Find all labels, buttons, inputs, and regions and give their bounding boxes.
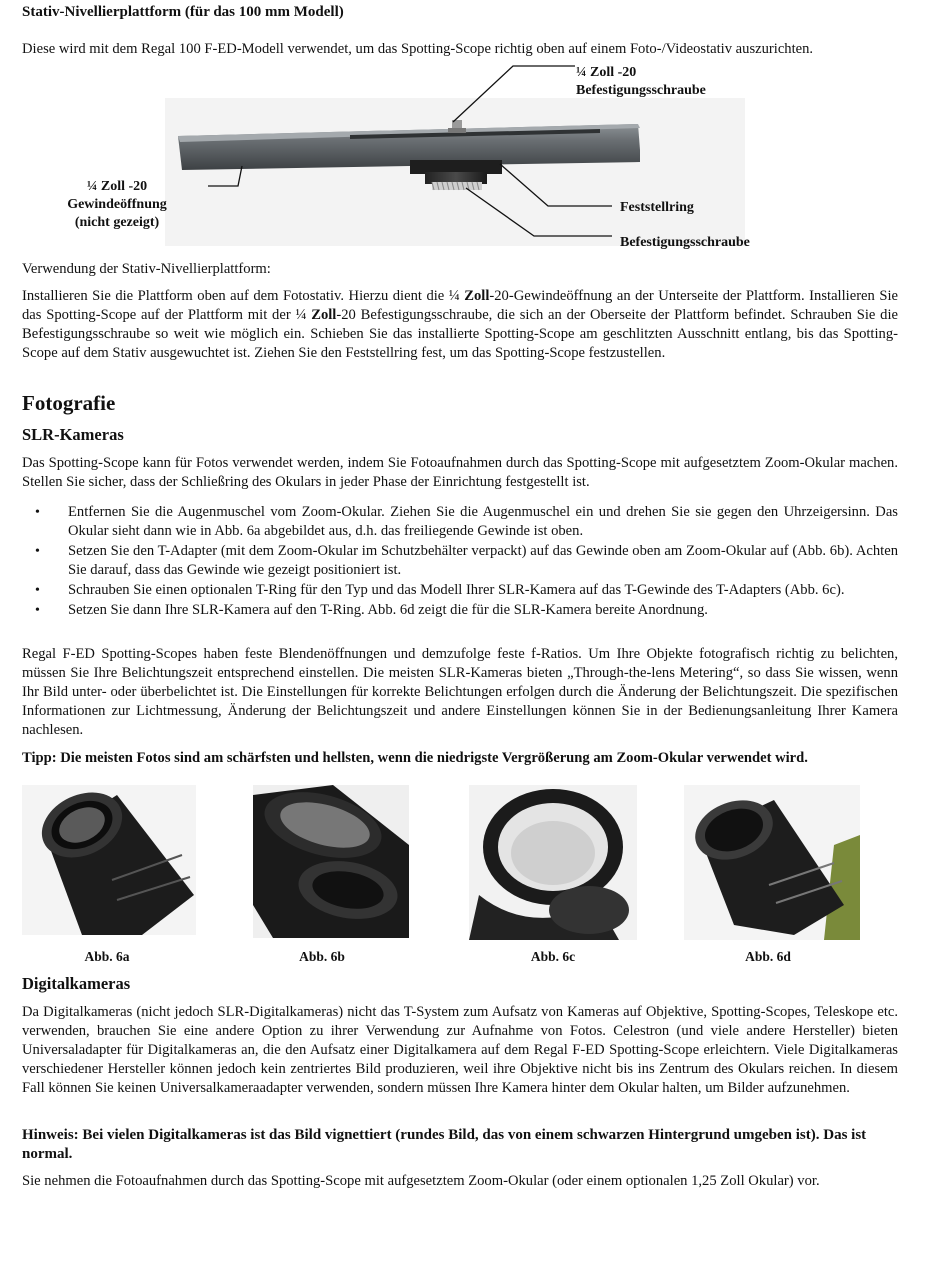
digital-paragraph: Da Digitalkameras (nicht jedoch SLR-Digitalkameras) nicht das T-System zum Aufsatz von Kameras auf Objektive, Spotting-Scopes, Teleskope etc. verwenden, brauchen Sie eine andere Option zu ihrer Verwendung zur Aufnahme von Fotos. Celestron (und viele andere Hersteller) bieten Universaladapter für Digitalkameras an, die den Aufsatz einer Digitalkamera auf dem Regal F-ED Spotting-Scope erleichtern. Viele Digitalkameras verschiedener Hersteller können jedoch kein zentriertes Bild produzieren, weil ihre Objektive nicht bis ins Zentrum des Okulars reichen. In diesem Fall können Sie keinen Universalkameraadapter verwenden, sondern müssen Ihre Kamera hinter dem Okular halten, um Bilder aufzunehmen. (22, 1004, 898, 1096)
heading-fotografie: Fotografie (22, 391, 116, 415)
platform-intro: Diese wird mit dem Regal 100 F-ED-Modell verwendet, um das Spotting-Scope richtig oben auf einem Foto-/Videostativ auszurichten. (22, 41, 814, 57)
caption-6b: Abb. 6b (299, 949, 345, 964)
list-item: • Setzen Sie dann Ihre SLR-Kamera auf den T-Ring. Abb. 6d zeigt die für die SLR-Kamera bereite Anordnung. (35, 602, 708, 618)
list-item: • Entfernen Sie die Augenmuschel vom Zoom-Okular. Ziehen Sie die Augenmuschel ein und drehen Sie sie gegen den Uhrzeigersinn. Das Okular sieht dann wie in Abb. 6a abgebildet aus, d.h. das freiliegende Gewinde ist oben. (35, 504, 898, 539)
caption-6c: Abb. 6c (530, 949, 576, 964)
photo-6b (253, 785, 409, 938)
bullet: • (35, 544, 40, 559)
slr-intro-paragraph: Das Spotting-Scope kann für Fotos verwendet werden, indem Sie Fotoaufnahmen durch das Spotting-Scope mit aufgesetztem Zoom-Okular machen. Stellen Sie sicher, dass der Schließring des Okulars in jeder Phase der Einrichtung festgestellt ist. (22, 455, 898, 490)
exposure-paragraph: Regal F-ED Spotting-Scopes haben feste Blendenöffnungen und demzufolge feste f-Ratios. Um Ihre Objekte fotografisch richtig zu belichten, müssen Sie Ihre Belichtungszeit entsprechend einstellen. Die meisten SLR-Kameras bieten „Through-the-lens Metering“, so dass Sie wissen, wenn Ihr Bild unter- oder überbelichtet ist. Die Einstellungen für korrekte Belichtungen erfolgen durch die Änderung der Belichtungszeit. Die spezifischen Informationen zur Lichtmessung, Änderung der Belichtungszeit und andere Einstellungen können Sie in der Bedienungsanleitung Ihrer Kamera nachlesen. (22, 646, 898, 738)
bullet: • (35, 583, 40, 598)
callout-mount-screw: Befestigungsschraube (620, 235, 750, 250)
note-paragraph: Hinweis: Bei vielen Digitalkameras ist das Bild vignettiert (rundes Bild, das von einem schwarzen Hintergrund umgeben ist). Das ist normal. (22, 1127, 867, 1162)
caption-6d: Abb. 6d (745, 949, 791, 964)
photo-6c (469, 785, 637, 940)
usage-heading: Verwendung der Stativ-Nivellierplattform: (22, 261, 271, 277)
heading-slr: SLR-Kameras (22, 425, 124, 444)
bullet: • (35, 603, 40, 618)
callout-lock-ring: Feststellring (620, 200, 694, 215)
list-item: • Setzen Sie den T-Adapter (mit dem Zoom-Okular im Schutzbehälter verpackt) auf das Gewinde oben am Zoom-Okular auf (Abb. 6b). Achten Sie darauf, dass das Gewinde wie gezeigt positioniert ist. (35, 543, 898, 578)
callout-top-screw: ¼ Zoll -20 Befestigungsschraube (576, 65, 706, 98)
tip-line: Tipp: Die meisten Fotos sind am schärfsten und hellsten, wenn die niedrigste Vergrößerung am Zoom-Okular verwendet wird. (22, 750, 808, 766)
final-paragraph: Sie nehmen die Fotoaufnahmen durch das Spotting-Scope mit aufgesetztem Zoom-Okular (oder einem optionalen 1,25 Zoll Okular) vor. (22, 1173, 820, 1189)
bullet: • (35, 505, 40, 520)
list-item: • Schrauben Sie einen optionalen T-Ring für den Typ und das Modell Ihrer SLR-Kamera auf das T-Gewinde des T-Adapters (Abb. 6c). (35, 582, 845, 598)
callout-thread-opening: ¼ Zoll -20 Gewindeöffnung (nicht gezeigt) (67, 179, 167, 230)
section-heading-platform: Stativ-Nivellierplattform (für das 100 mm Modell) (22, 4, 344, 20)
slr-steps-list (22, 503, 898, 621)
caption-6a: Abb. 6a (84, 949, 130, 964)
usage-paragraph: Installieren Sie die Plattform oben auf dem Fotostativ. Hierzu dient die ¼ Zoll-20-Gewindeöffnung an der Unterseite der Plattform. Installieren Sie das Spotting-Scope auf der Plattform mit der ¼ Zoll-20 Befestigungsschraube, die sich an der Oberseite der Plattform befindet. Schrauben Sie die Befestigungsschraube so weit wie möglich ein. Schieben Sie das installierte Spotting-Scope am geschlitzten Ausschnitt entlang, bis das Spotting-Scope auf dem Stativ ausgewuchtet ist. Ziehen Sie den Feststellring fest, um das Spotting-Scope festzustellen. (22, 288, 898, 361)
lock-ring-shape (410, 160, 502, 174)
heading-digital: Digitalkameras (22, 974, 131, 993)
photo-6d (684, 785, 860, 940)
photo-6a (22, 785, 196, 935)
